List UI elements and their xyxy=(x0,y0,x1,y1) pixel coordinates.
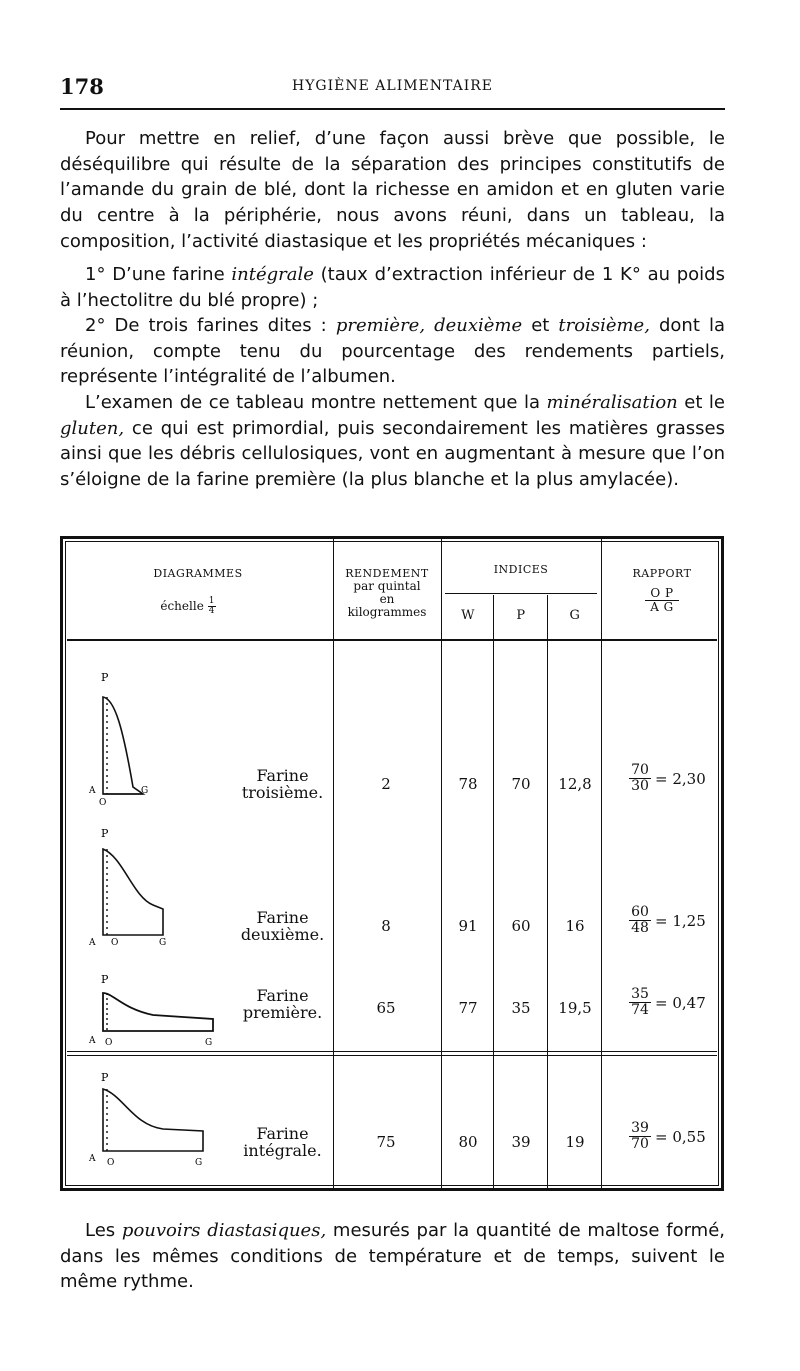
column-divider xyxy=(547,595,548,1188)
cell-g: 19,5 xyxy=(558,999,592,1017)
diagram-troisieme xyxy=(83,669,163,808)
paragraph-item-1 xyxy=(60,262,725,313)
fraction-bar xyxy=(629,778,651,779)
column-divider xyxy=(493,595,494,1188)
header-echelle xyxy=(158,597,218,616)
cell-w: 80 xyxy=(458,1133,478,1151)
indices-rule xyxy=(445,593,597,594)
header-rendement xyxy=(335,567,439,619)
rapport-num: 70 xyxy=(631,762,649,778)
paragraph-text: 2° De trois farines dites : xyxy=(85,315,336,336)
double-rule xyxy=(67,1051,717,1056)
paragraph-text: et xyxy=(522,315,559,336)
flour-table xyxy=(60,536,724,1191)
cell-rapport xyxy=(629,986,706,1018)
emphasis-text: pouvoirs diastasiques, xyxy=(121,1220,327,1241)
column-divider xyxy=(601,539,602,1188)
header-op: O P xyxy=(645,587,679,601)
page-header xyxy=(60,74,725,104)
header-ag: A G xyxy=(650,600,674,614)
rapport-den: 70 xyxy=(631,1136,649,1152)
emphasis-text: gluten, xyxy=(60,417,125,439)
rapport-den: 74 xyxy=(631,1002,649,1018)
cell-g: 16 xyxy=(565,917,585,935)
header-indices: INDICES xyxy=(493,563,549,576)
row-label-line: deuxième. xyxy=(240,925,325,944)
paragraph-text: mesurés par la quantité de maltose formé, dans les mêmes conditions de température et de temps, suivent le même rythme. xyxy=(60,1220,725,1293)
page-number: 178 xyxy=(60,74,104,99)
row-label-line: troisième. xyxy=(241,783,324,802)
diagram-label-a: A xyxy=(89,786,96,796)
paragraph-text: ce qui est primordial, puis secondairement les matières grasses ainsi que les débris cellulosiques, vont en augmentant à mesure que l’on s’éloigne de la farine première (la plus blanche et la plus amylacée). xyxy=(60,417,725,491)
cell-rendement: 8 xyxy=(381,917,391,935)
emphasis-text: première, deuxième xyxy=(335,315,523,336)
paragraph-text: et le xyxy=(677,392,725,413)
row-label-integrale xyxy=(235,1125,330,1159)
row-label-premiere xyxy=(235,987,330,1021)
diagram-label-p: P xyxy=(101,671,109,684)
fraction-bar xyxy=(629,920,651,921)
diagram-label-p: P xyxy=(101,827,109,840)
diagram-label-p: P xyxy=(101,1071,109,1084)
emphasis-text: troisième, xyxy=(558,315,650,336)
column-divider xyxy=(333,539,334,1188)
cell-rendement: 2 xyxy=(381,775,391,793)
rapport-num: 60 xyxy=(631,904,649,920)
diagram-label-a: A xyxy=(89,1154,96,1164)
cell-p: 70 xyxy=(511,775,531,793)
row-label-line: Farine xyxy=(256,1124,309,1143)
header-rapport: RAPPORT xyxy=(632,567,692,580)
diagram-label-g: G xyxy=(205,1038,213,1048)
header-line: RENDEMENT xyxy=(345,567,429,580)
paragraph-text: (taux d’extraction inférieur de 1 K° au poids à l’hectolitre du blé propre) ; xyxy=(60,264,725,311)
cell-g: 19 xyxy=(565,1133,585,1151)
cell-w: 78 xyxy=(458,775,478,793)
paragraph-text: L’examen de ce tableau montre nettement que la xyxy=(85,392,547,413)
cell-rendement: 65 xyxy=(376,999,396,1017)
column-divider xyxy=(441,539,442,1188)
diagram-label-o: O xyxy=(105,1038,113,1048)
paragraph-text: Pour mettre en relief, d’une façon aussi brève que possible, le déséquilibre qui résulte de la séparation des principes constitutifs de l’amande du grain de blé, dont la richesse en amidon et en gluten varie du centre à la périphérie, nous avons réuni, dans un tableau, la composition, l’activité diastasique et les propriétés mécaniques : xyxy=(60,128,725,252)
cell-w: 77 xyxy=(458,999,478,1017)
rapport-result: = 2,30 xyxy=(655,770,706,788)
diagram-label-o: O xyxy=(107,1158,115,1168)
header-line: kilogrammes xyxy=(347,605,427,619)
header-g: G xyxy=(569,608,581,623)
header-line: en xyxy=(379,592,395,606)
rapport-result: = 0,55 xyxy=(655,1128,706,1146)
diagram-label-p: P xyxy=(101,973,109,986)
header-bottom-rule xyxy=(67,639,717,641)
diagram-label-a: A xyxy=(89,1036,96,1046)
diagram-label-g: G xyxy=(159,938,167,948)
diagram-label-a: A xyxy=(89,938,96,948)
row-label-line: première. xyxy=(242,1003,323,1022)
paragraph-intro xyxy=(60,126,725,255)
cell-p: 39 xyxy=(511,1133,531,1151)
echelle-label: échelle xyxy=(160,599,204,613)
diagram-label-o: O xyxy=(111,938,119,948)
rapport-num: 35 xyxy=(631,986,649,1002)
rapport-result: = 1,25 xyxy=(655,912,706,930)
rapport-den: 48 xyxy=(631,920,649,936)
cell-p: 60 xyxy=(511,917,531,935)
cell-rapport xyxy=(629,904,706,936)
rapport-den: 30 xyxy=(631,778,649,794)
row-label-line: Farine xyxy=(256,908,309,927)
diagram-integrale xyxy=(83,1069,223,1169)
emphasis-text: intégrale xyxy=(231,264,314,285)
header-rapport-fraction xyxy=(645,587,679,614)
paragraph-text: Les xyxy=(85,1220,122,1241)
cell-rapport xyxy=(629,762,706,794)
echelle-num: 1 xyxy=(208,596,215,606)
paragraph-text: dont la réunion, compte tenu du pourcentage des rendements partiels, représente l’intégralité de l’albumen. xyxy=(60,315,725,388)
echelle-den: 4 xyxy=(208,606,215,616)
paragraph-pouvoirs xyxy=(60,1218,725,1295)
row-label-line: intégrale. xyxy=(243,1141,322,1160)
header-p: P xyxy=(516,608,526,623)
row-label-deuxieme xyxy=(235,909,330,943)
row-label-troisieme xyxy=(235,767,330,801)
paragraph-item-2 xyxy=(60,313,725,390)
row-label-line: Farine xyxy=(256,986,309,1005)
diagram-label-o: O xyxy=(99,798,107,808)
diagram-label-g: G xyxy=(141,786,149,796)
rapport-num: 39 xyxy=(631,1120,649,1136)
rapport-result: = 0,47 xyxy=(655,994,706,1012)
paragraph-text: 1° D’une farine xyxy=(85,264,232,285)
paragraph-examen xyxy=(60,390,725,493)
cell-rapport xyxy=(629,1120,706,1152)
emphasis-text: minéralisation xyxy=(546,392,678,413)
running-title: HYGIÈNE ALIMENTAIRE xyxy=(291,78,494,94)
row-label-line: Farine xyxy=(256,766,309,785)
diagram-deuxieme xyxy=(83,827,193,947)
cell-g: 12,8 xyxy=(558,775,592,793)
header-diagrammes: DIAGRAMMES xyxy=(153,567,243,580)
header-w: W xyxy=(461,608,475,623)
fraction-bar xyxy=(629,1002,651,1003)
diagram-label-g: G xyxy=(195,1158,203,1168)
cell-rendement: 75 xyxy=(376,1133,396,1151)
header-line: par quintal xyxy=(353,579,421,593)
cell-w: 91 xyxy=(458,917,478,935)
header-rule xyxy=(60,108,725,110)
diagram-premiere xyxy=(83,969,223,1049)
echelle-fraction xyxy=(208,597,216,616)
cell-p: 35 xyxy=(511,999,531,1017)
fraction-bar xyxy=(629,1136,651,1137)
